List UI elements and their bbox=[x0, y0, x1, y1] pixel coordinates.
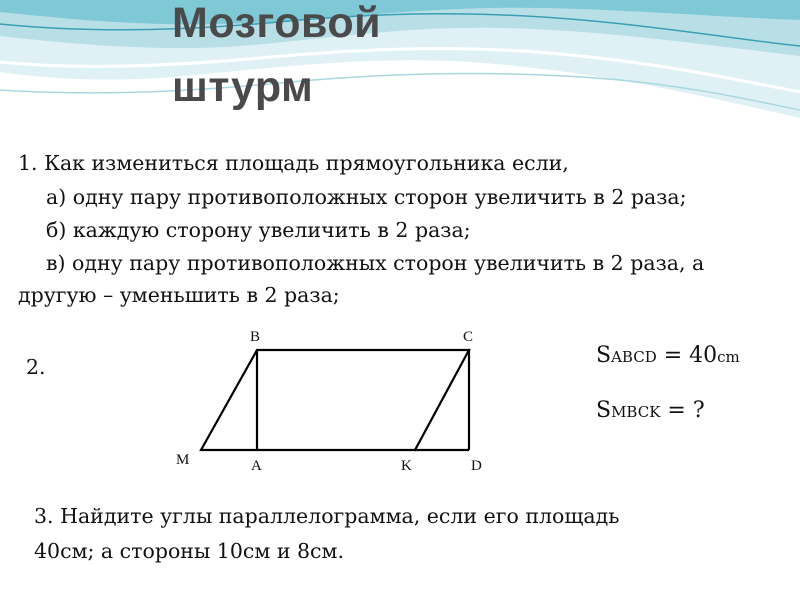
point-label-a: A bbox=[251, 458, 262, 474]
area-mbck-formula bbox=[596, 400, 705, 422]
problem-2-number: 2. bbox=[26, 355, 46, 379]
slide-title-line-1: Мозговой bbox=[172, 0, 382, 47]
parallelogram-mbck bbox=[201, 350, 469, 450]
problem-1-option-a: а) одну пару противоположных сторон увеличить в 2 раза; bbox=[46, 185, 687, 209]
problem-1-option-c-continued: другую – уменьшить в 2 раза; bbox=[18, 283, 340, 307]
point-label-m: M bbox=[176, 452, 190, 468]
point-label-b: B bbox=[250, 329, 261, 345]
area-subscript-abcd: ABCD bbox=[611, 348, 657, 366]
point-label-d: D bbox=[471, 458, 482, 474]
area-symbol: S bbox=[596, 343, 612, 368]
problem-3-question-continued: 40см; а стороны 10см и 8см. bbox=[34, 539, 344, 563]
area-symbol: S bbox=[596, 398, 612, 423]
area-abcd-value: = 40 bbox=[656, 343, 718, 368]
problem-1-option-c: в) одну пару противоположных сторон увеличить в 2 раза, а bbox=[46, 251, 705, 275]
area-mbck-value: = ? bbox=[660, 398, 705, 423]
problem-1-option-b: б) каждую сторону увеличить в 2 раза; bbox=[46, 218, 471, 242]
area-subscript-mbck: MBCK bbox=[611, 403, 661, 421]
area-abcd-formula bbox=[596, 345, 740, 367]
problem-3-question: 3. Найдите углы параллелограмма, если его площадь bbox=[34, 504, 620, 528]
problem-1-question: 1. Как измениться площадь прямоугольника если, bbox=[18, 151, 569, 175]
area-unit: cm bbox=[717, 348, 740, 366]
point-label-c: C bbox=[463, 329, 474, 345]
point-label-k: K bbox=[401, 458, 412, 474]
slide-title-line-2: штурм bbox=[172, 63, 314, 111]
